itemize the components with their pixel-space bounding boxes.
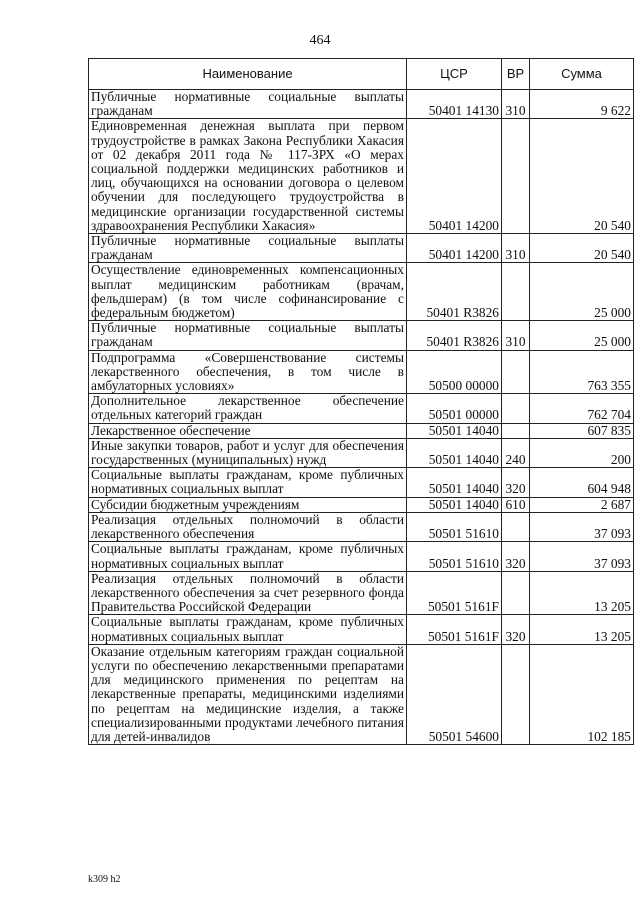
table-row bbox=[89, 438, 634, 467]
row-vr bbox=[502, 571, 530, 615]
footer-code: k309 h2 bbox=[88, 874, 121, 885]
row-csr: 50501 14040 bbox=[407, 497, 502, 512]
row-sum: 37 093 bbox=[530, 542, 634, 571]
row-csr: 50500 00000 bbox=[407, 350, 502, 394]
row-name: Публичные нормативные социальные выплаты гражданам bbox=[89, 234, 407, 263]
table-body bbox=[89, 90, 634, 745]
row-sum: 37 093 bbox=[530, 512, 634, 541]
row-sum: 604 948 bbox=[530, 468, 634, 497]
row-name: Подпрограмма «Совершенствование системы лекарственного обеспечения, в том числе в амбулаторных условиях» bbox=[89, 350, 407, 394]
row-csr: 50501 54600 bbox=[407, 644, 502, 744]
row-vr: 320 bbox=[502, 615, 530, 644]
row-vr bbox=[502, 350, 530, 394]
header-csr: ЦСР bbox=[407, 59, 502, 90]
row-csr: 50501 14040 bbox=[407, 468, 502, 497]
row-name: Социальные выплаты гражданам, кроме публичных нормативных социальных выплат bbox=[89, 468, 407, 497]
table-row bbox=[89, 542, 634, 571]
table-row bbox=[89, 119, 634, 234]
row-name: Публичные нормативные социальные выплаты гражданам bbox=[89, 90, 407, 119]
table-header-row bbox=[89, 59, 634, 90]
row-name: Единовременная денежная выплата при первом трудоустройстве в рамках Закона Республики Хакасия от 02 декабря 2011 года № 117-ЗРХ «О мерах социальной поддержки медицинских работников и лиц, обучающихся на основании договора о целевом обучении для последующего трудоустройства в медицинские организации государственной системы здравоохранения Республики Хакасия» bbox=[89, 119, 407, 234]
row-csr: 50401 14200 bbox=[407, 234, 502, 263]
row-name: Осуществление единовременных компенсационных выплат медицинским работникам (врачам, фельдшерам) (в том числе софинансирование с федеральным бюджетом) bbox=[89, 263, 407, 321]
table-row bbox=[89, 234, 634, 263]
budget-table bbox=[88, 58, 634, 745]
header-sum: Сумма bbox=[530, 59, 634, 90]
row-vr bbox=[502, 263, 530, 321]
row-name: Оказание отдельным категориям граждан социальной услуги по обеспечению лекарственными препаратами для медицинского применения по рецептам на лекарственные препараты, медицинскими изделиями по рецептам на медицинские изделия, а также специализированными продуктами лечебного питания для детей-инвалидов bbox=[89, 644, 407, 744]
row-name: Реализация отдельных полномочий в области лекарственного обеспечения за счет резервного фонда Правительства Российской Федерации bbox=[89, 571, 407, 615]
row-vr: 310 bbox=[502, 321, 530, 350]
row-sum: 20 540 bbox=[530, 234, 634, 263]
table-row bbox=[89, 350, 634, 394]
row-sum: 25 000 bbox=[530, 321, 634, 350]
row-sum: 13 205 bbox=[530, 615, 634, 644]
table-row bbox=[89, 321, 634, 350]
row-sum: 13 205 bbox=[530, 571, 634, 615]
table-row bbox=[89, 644, 634, 744]
row-csr: 50501 51610 bbox=[407, 542, 502, 571]
row-vr bbox=[502, 394, 530, 423]
row-name: Социальные выплаты гражданам, кроме публичных нормативных социальных выплат bbox=[89, 542, 407, 571]
table-row bbox=[89, 90, 634, 119]
row-vr bbox=[502, 644, 530, 744]
row-sum: 607 835 bbox=[530, 423, 634, 438]
row-name: Иные закупки товаров, работ и услуг для обеспечения государственных (муниципальных) нужд bbox=[89, 438, 407, 467]
row-csr: 50401 R3826 bbox=[407, 321, 502, 350]
table-row bbox=[89, 394, 634, 423]
table-row bbox=[89, 497, 634, 512]
row-name: Лекарственное обеспечение bbox=[89, 423, 407, 438]
row-sum: 2 687 bbox=[530, 497, 634, 512]
row-vr: 320 bbox=[502, 542, 530, 571]
row-vr: 240 bbox=[502, 438, 530, 467]
table-row bbox=[89, 263, 634, 321]
table-row bbox=[89, 423, 634, 438]
row-name: Социальные выплаты гражданам, кроме публичных нормативных социальных выплат bbox=[89, 615, 407, 644]
header-vr: ВР bbox=[502, 59, 530, 90]
table-row bbox=[89, 468, 634, 497]
row-csr: 50501 5161F bbox=[407, 571, 502, 615]
row-csr: 50501 14040 bbox=[407, 423, 502, 438]
row-vr: 320 bbox=[502, 468, 530, 497]
row-name: Дополнительное лекарственное обеспечение отдельных категорий граждан bbox=[89, 394, 407, 423]
row-name: Субсидии бюджетным учреждениям bbox=[89, 497, 407, 512]
row-csr: 50501 5161F bbox=[407, 615, 502, 644]
page-number: 464 bbox=[309, 33, 331, 48]
row-sum: 20 540 bbox=[530, 119, 634, 234]
row-vr: 610 bbox=[502, 497, 530, 512]
row-sum: 762 704 bbox=[530, 394, 634, 423]
row-sum: 102 185 bbox=[530, 644, 634, 744]
table-row bbox=[89, 615, 634, 644]
header-name: Наименование bbox=[89, 59, 407, 90]
row-vr: 310 bbox=[502, 234, 530, 263]
row-csr: 50401 14130 bbox=[407, 90, 502, 119]
row-csr: 50501 00000 bbox=[407, 394, 502, 423]
row-vr bbox=[502, 423, 530, 438]
row-sum: 763 355 bbox=[530, 350, 634, 394]
table-row bbox=[89, 571, 634, 615]
row-csr: 50501 51610 bbox=[407, 512, 502, 541]
row-sum: 9 622 bbox=[530, 90, 634, 119]
row-sum: 25 000 bbox=[530, 263, 634, 321]
row-sum: 200 bbox=[530, 438, 634, 467]
row-name: Публичные нормативные социальные выплаты гражданам bbox=[89, 321, 407, 350]
row-csr: 50401 R3826 bbox=[407, 263, 502, 321]
row-vr: 310 bbox=[502, 90, 530, 119]
row-csr: 50501 14040 bbox=[407, 438, 502, 467]
row-csr: 50401 14200 bbox=[407, 119, 502, 234]
table-row bbox=[89, 512, 634, 541]
row-vr bbox=[502, 512, 530, 541]
row-vr bbox=[502, 119, 530, 234]
row-name: Реализация отдельных полномочий в области лекарственного обеспечения bbox=[89, 512, 407, 541]
